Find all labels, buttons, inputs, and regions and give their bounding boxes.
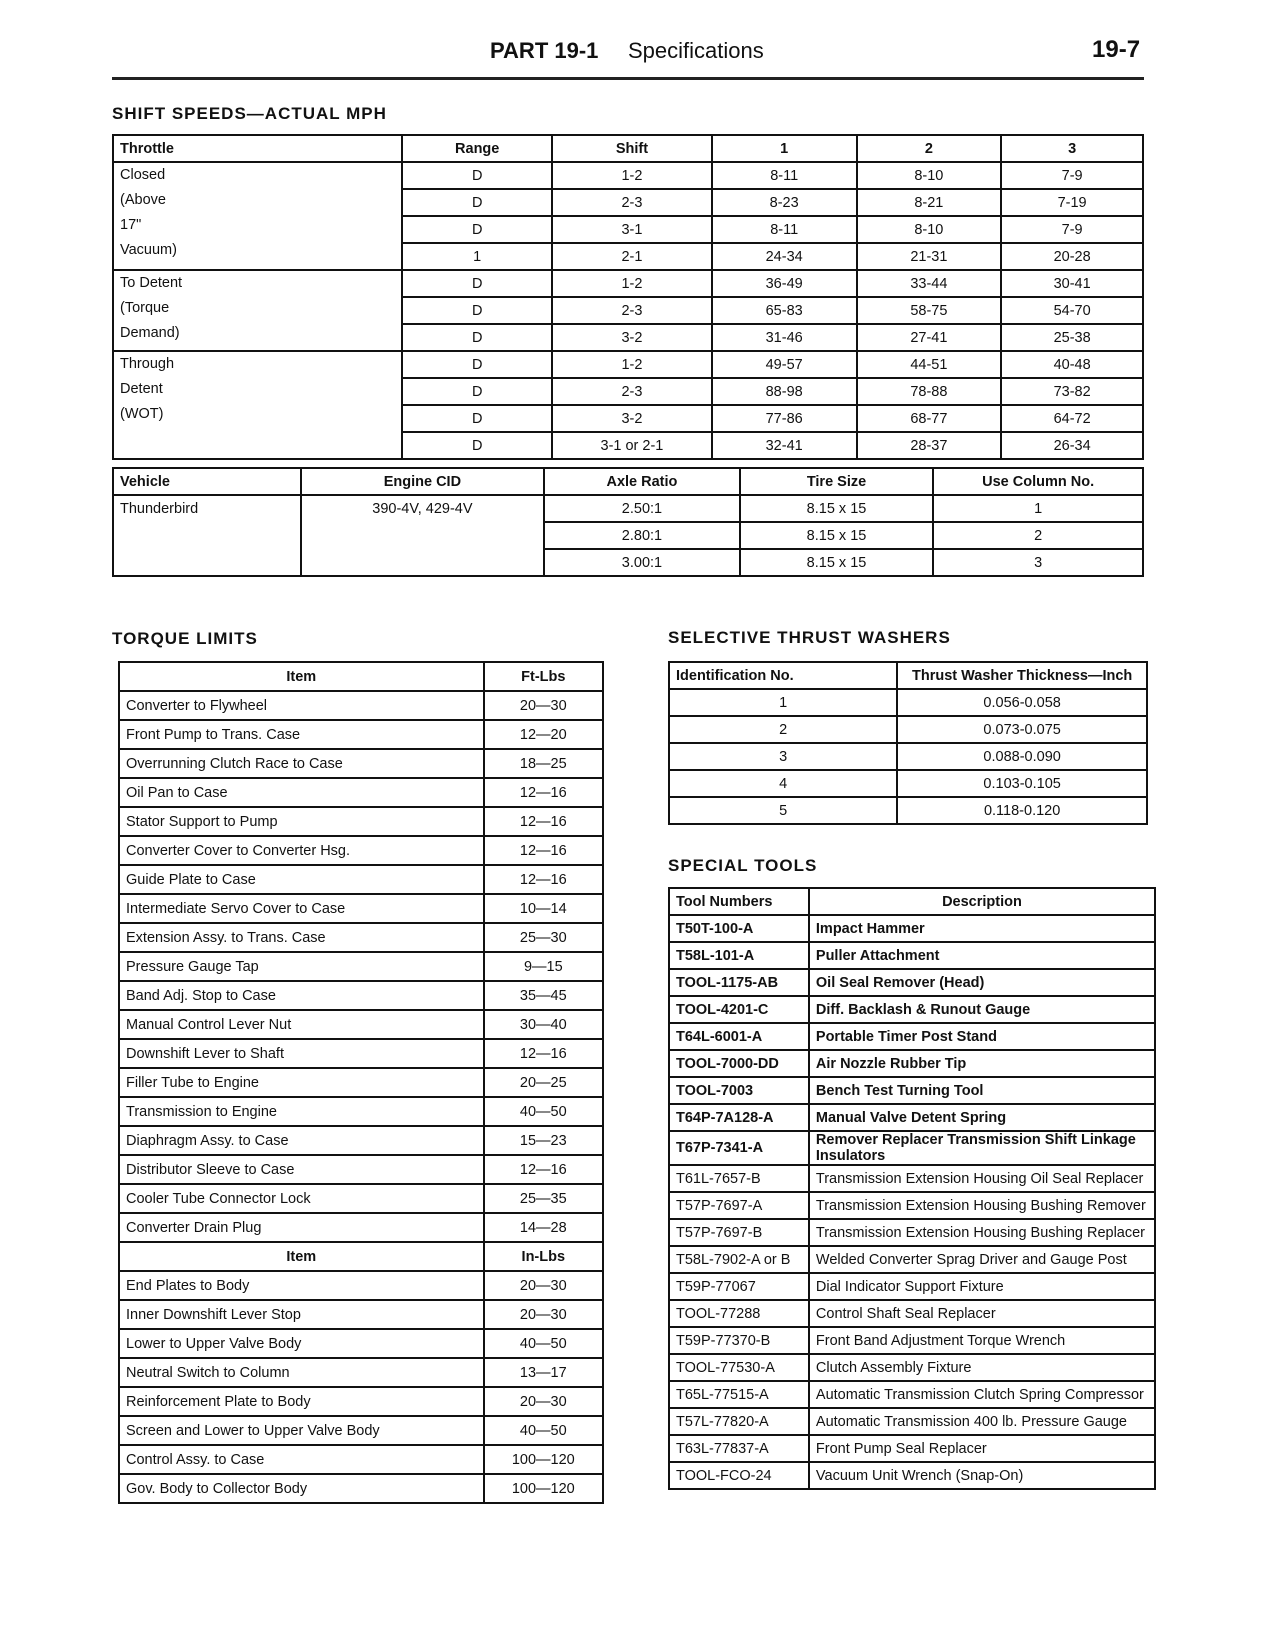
torque-value: 12—16 [484, 1155, 603, 1184]
thrust-thickness: 0.073-0.075 [897, 716, 1147, 743]
thrust-id: 4 [669, 770, 897, 797]
torque-item: Reinforcement Plate to Body [119, 1387, 484, 1416]
shift-cell: 33-44 [857, 270, 1002, 297]
special-tools-table [668, 887, 1156, 1490]
throttle-label-line: To Detent [120, 275, 183, 291]
thrust-row [669, 797, 1147, 824]
thrust-row [669, 743, 1147, 770]
tool-description: Clutch Assembly Fixture [809, 1354, 1155, 1381]
shift-cell: 31-46 [712, 324, 857, 351]
shift-cell: 44-51 [857, 351, 1002, 378]
vehicle-row [113, 495, 1143, 522]
vehicle-cell [301, 549, 545, 576]
torque-value: 13—17 [484, 1358, 603, 1387]
shift-cell: 3-2 [552, 324, 712, 351]
throttle-label-line: (WOT) [120, 406, 164, 422]
shift-cell: 1-2 [552, 270, 712, 297]
torque-item: Converter to Flywheel [119, 691, 484, 720]
vehicle-cell: 1 [933, 495, 1143, 522]
shift-cell: 36-49 [712, 270, 857, 297]
tools-header-row [669, 888, 1155, 915]
vehicle-header-row [113, 468, 1143, 495]
tool-description: Front Pump Seal Replacer [809, 1435, 1155, 1462]
tool-row [669, 1327, 1155, 1354]
tool-row [669, 1131, 1155, 1165]
torque-item: Cooler Tube Connector Lock [119, 1184, 484, 1213]
page-number: 19-7 [1092, 36, 1141, 63]
torque-item: Inner Downshift Lever Stop [119, 1300, 484, 1329]
tool-description: Automatic Transmission 400 lb. Pressure Gauge [809, 1408, 1155, 1435]
tool-number: TOOL-7000-DD [669, 1050, 809, 1077]
torque-value: 18—25 [484, 749, 603, 778]
torque-row [119, 1155, 603, 1184]
torque-item: Lower to Upper Valve Body [119, 1329, 484, 1358]
tool-row [669, 1219, 1155, 1246]
torque-row [119, 1445, 603, 1474]
tool-description: Dial Indicator Support Fixture [809, 1273, 1155, 1300]
tool-description: Portable Timer Post Stand [809, 1023, 1155, 1050]
torque-row [119, 952, 603, 981]
tool-number: TOOL-1175-AB [669, 969, 809, 996]
tool-row [669, 1462, 1155, 1489]
torque-header-cell: Ft-Lbs [484, 662, 603, 691]
shift-cell: 65-83 [712, 297, 857, 324]
vehicle-row [113, 522, 1143, 549]
tool-description: Vacuum Unit Wrench (Snap-On) [809, 1462, 1155, 1489]
torque-item: Converter Drain Plug [119, 1213, 484, 1242]
vehicle-cell: 8.15 x 15 [740, 495, 934, 522]
shift-cell: 1-2 [552, 162, 712, 189]
torque-value: 12—16 [484, 865, 603, 894]
shift-cell: 1-2 [552, 351, 712, 378]
shift-cell: 3-1 or 2-1 [552, 432, 712, 459]
tool-row [669, 996, 1155, 1023]
shift-cell: 88-98 [712, 378, 857, 405]
shift-row [113, 351, 1143, 378]
tool-description: Front Band Adjustment Torque Wrench [809, 1327, 1155, 1354]
vehicle-cell: 3 [933, 549, 1143, 576]
tool-description: Bench Test Turning Tool [809, 1077, 1155, 1104]
torque-value: 12—16 [484, 836, 603, 865]
tool-row [669, 942, 1155, 969]
thrust-id: 3 [669, 743, 897, 770]
torque-value: 10—14 [484, 894, 603, 923]
torque-value: 40—50 [484, 1416, 603, 1445]
torque-row [119, 807, 603, 836]
shift-cell: 8-11 [712, 162, 857, 189]
shift-cell: 28-37 [857, 432, 1002, 459]
shift-speeds-title: SHIFT SPEEDS—ACTUAL MPH [112, 104, 387, 123]
shift-header-cell: 3 [1001, 135, 1143, 162]
tool-row [669, 1050, 1155, 1077]
vehicle-cell: 3.00:1 [544, 549, 740, 576]
shift-header-row [113, 135, 1143, 162]
torque-row [119, 1010, 603, 1039]
tool-number: T59P-77370-B [669, 1327, 809, 1354]
torque-item: Manual Control Lever Nut [119, 1010, 484, 1039]
tool-number: TOOL-7003 [669, 1077, 809, 1104]
shift-cell: 3-1 [552, 216, 712, 243]
torque-value: 20—25 [484, 1068, 603, 1097]
tools-header-cell: Tool Numbers [669, 888, 809, 915]
tool-description: Remover Replacer Transmission Shift Linkage Insulators [809, 1131, 1155, 1165]
vehicle-cell: 2 [933, 522, 1143, 549]
torque-item: Distributor Sleeve to Case [119, 1155, 484, 1184]
tool-description: Transmission Extension Housing Bushing Remover [809, 1192, 1155, 1219]
torque-row [119, 1068, 603, 1097]
torque-row [119, 865, 603, 894]
shift-cell: 7-9 [1001, 216, 1143, 243]
torque-row [119, 749, 603, 778]
thrust-id: 2 [669, 716, 897, 743]
shift-header-cell: Shift [552, 135, 712, 162]
torque-value: 35—45 [484, 981, 603, 1010]
thrust-id: 1 [669, 689, 897, 716]
tool-row [669, 915, 1155, 942]
tool-row [669, 1381, 1155, 1408]
throttle-label-line: Detent [120, 381, 163, 397]
torque-item: Screen and Lower to Upper Valve Body [119, 1416, 484, 1445]
tool-description: Air Nozzle Rubber Tip [809, 1050, 1155, 1077]
tool-row [669, 1023, 1155, 1050]
torque-row [119, 1358, 603, 1387]
tool-number: TOOL-FCO-24 [669, 1462, 809, 1489]
torque-item: Converter Cover to Converter Hsg. [119, 836, 484, 865]
vehicle-row [113, 549, 1143, 576]
shift-cell: 54-70 [1001, 297, 1143, 324]
torque-item: Filler Tube to Engine [119, 1068, 484, 1097]
tool-number: T59P-77067 [669, 1273, 809, 1300]
thrust-thickness: 0.088-0.090 [897, 743, 1147, 770]
shift-cell: 49-57 [712, 351, 857, 378]
header-rule [112, 77, 1144, 80]
torque-row [119, 836, 603, 865]
tool-description: Diff. Backlash & Runout Gauge [809, 996, 1155, 1023]
shift-cell: 8-10 [857, 216, 1002, 243]
throttle-label-line: Vacuum) [120, 242, 177, 258]
tool-description: Transmission Extension Housing Oil Seal Replacer [809, 1165, 1155, 1192]
torque-value: 40—50 [484, 1329, 603, 1358]
shift-row [113, 162, 1143, 189]
torque-item: Overrunning Clutch Race to Case [119, 749, 484, 778]
torque-value: 25—35 [484, 1184, 603, 1213]
shift-cell: D [402, 297, 552, 324]
torque-row [119, 1039, 603, 1068]
vehicle-cell [113, 522, 301, 549]
shift-cell: 68-77 [857, 405, 1002, 432]
torque-value: 12—16 [484, 807, 603, 836]
torque-header-cell: Item [119, 1242, 484, 1271]
tool-row [669, 1104, 1155, 1131]
shift-cell: D [402, 216, 552, 243]
vehicle-cell: Thunderbird [113, 495, 301, 522]
tool-number: T58L-7902-A or B [669, 1246, 809, 1273]
torque-row [119, 923, 603, 952]
torque-row [119, 1474, 603, 1503]
tool-number: T50T-100-A [669, 915, 809, 942]
vehicle-cell: 8.15 x 15 [740, 522, 934, 549]
torque-header-row [119, 662, 603, 691]
shift-cell: 77-86 [712, 405, 857, 432]
shift-header-cell: 1 [712, 135, 857, 162]
tools-header-cell: Description [809, 888, 1155, 915]
throttle-label-line: (Above [120, 192, 166, 208]
torque-row [119, 1387, 603, 1416]
thrust-header-cell: Thrust Washer Thickness—Inch [897, 662, 1147, 689]
throttle-label-line: Through [120, 356, 175, 372]
shift-cell: 24-34 [712, 243, 857, 270]
torque-row [119, 1416, 603, 1445]
shift-cell: 27-41 [857, 324, 1002, 351]
shift-cell: 40-48 [1001, 351, 1143, 378]
tool-number: T58L-101-A [669, 942, 809, 969]
tool-row [669, 1077, 1155, 1104]
vehicle-cell [113, 549, 301, 576]
tool-number: T61L-7657-B [669, 1165, 809, 1192]
tool-number: T64P-7A128-A [669, 1104, 809, 1131]
tool-description: Manual Valve Detent Spring [809, 1104, 1155, 1131]
tool-number: T57P-7697-A [669, 1192, 809, 1219]
tool-description: Automatic Transmission Clutch Spring Compressor [809, 1381, 1155, 1408]
torque-item: Band Adj. Stop to Case [119, 981, 484, 1010]
vehicle-cell: 2.80:1 [544, 522, 740, 549]
thrust-washers-table [668, 661, 1148, 825]
thrust-id: 5 [669, 797, 897, 824]
tool-row [669, 1165, 1155, 1192]
tool-number: T57L-77820-A [669, 1408, 809, 1435]
shift-speeds-table [112, 134, 1144, 460]
torque-value: 20—30 [484, 691, 603, 720]
shift-cell: D [402, 378, 552, 405]
torque-row [119, 1126, 603, 1155]
torque-item: Front Pump to Trans. Case [119, 720, 484, 749]
throttle-label [113, 351, 402, 459]
tool-description: Welded Converter Sprag Driver and Gauge Post [809, 1246, 1155, 1273]
tool-number: TOOL-4201-C [669, 996, 809, 1023]
page-title: Specifications [628, 38, 764, 63]
throttle-label-line: Closed [120, 167, 166, 183]
vehicle-cell: 8.15 x 15 [740, 549, 934, 576]
torque-row [119, 1329, 603, 1358]
part-label: PART 19-1 [490, 38, 599, 63]
tool-row [669, 1300, 1155, 1327]
shift-cell: D [402, 405, 552, 432]
torque-item: Intermediate Servo Cover to Case [119, 894, 484, 923]
torque-value: 100—120 [484, 1445, 603, 1474]
shift-cell: 2-1 [552, 243, 712, 270]
thrust-row [669, 716, 1147, 743]
shift-cell: 78-88 [857, 378, 1002, 405]
tool-row [669, 1408, 1155, 1435]
tool-description: Impact Hammer [809, 915, 1155, 942]
shift-cell: 58-75 [857, 297, 1002, 324]
torque-value: 25—30 [484, 923, 603, 952]
torque-value: 12—16 [484, 778, 603, 807]
shift-cell: D [402, 432, 552, 459]
torque-item: Stator Support to Pump [119, 807, 484, 836]
throttle-label-line: Demand) [120, 325, 180, 341]
shift-cell: 8-10 [857, 162, 1002, 189]
torque-limits-table [118, 661, 604, 1504]
shift-row [113, 270, 1143, 297]
shift-cell: 64-72 [1001, 405, 1143, 432]
torque-row [119, 1184, 603, 1213]
tool-row [669, 1435, 1155, 1462]
torque-row [119, 691, 603, 720]
torque-row [119, 778, 603, 807]
vehicle-table [112, 467, 1144, 577]
torque-item: End Plates to Body [119, 1271, 484, 1300]
torque-header-row [119, 1242, 603, 1271]
torque-row [119, 1097, 603, 1126]
shift-cell: 20-28 [1001, 243, 1143, 270]
torque-item: Control Assy. to Case [119, 1445, 484, 1474]
torque-item: Extension Assy. to Trans. Case [119, 923, 484, 952]
tool-row [669, 969, 1155, 996]
shift-cell: D [402, 189, 552, 216]
torque-limits-title: TORQUE LIMITS [112, 629, 258, 648]
torque-value: 12—20 [484, 720, 603, 749]
shift-header-cell: 2 [857, 135, 1002, 162]
torque-row [119, 1271, 603, 1300]
shift-cell: 2-3 [552, 297, 712, 324]
shift-cell: 7-19 [1001, 189, 1143, 216]
torque-row [119, 981, 603, 1010]
thrust-thickness: 0.056-0.058 [897, 689, 1147, 716]
torque-item: Diaphragm Assy. to Case [119, 1126, 484, 1155]
thrust-header-cell: Identification No. [669, 662, 897, 689]
shift-cell: 73-82 [1001, 378, 1143, 405]
tool-number: T57P-7697-B [669, 1219, 809, 1246]
shift-cell: 26-34 [1001, 432, 1143, 459]
torque-header-cell: In-Lbs [484, 1242, 603, 1271]
torque-header-cell: Item [119, 662, 484, 691]
thrust-washers-title: SELECTIVE THRUST WASHERS [668, 628, 951, 647]
special-tools-title: SPECIAL TOOLS [668, 856, 818, 875]
torque-row [119, 1300, 603, 1329]
shift-cell: 32-41 [712, 432, 857, 459]
torque-item: Pressure Gauge Tap [119, 952, 484, 981]
shift-cell: D [402, 351, 552, 378]
thrust-row [669, 689, 1147, 716]
shift-cell: 8-21 [857, 189, 1002, 216]
thrust-thickness: 0.118-0.120 [897, 797, 1147, 824]
torque-value: 14—28 [484, 1213, 603, 1242]
tool-description: Puller Attachment [809, 942, 1155, 969]
shift-header-cell: Range [402, 135, 552, 162]
shift-cell: 25-38 [1001, 324, 1143, 351]
shift-cell: 8-23 [712, 189, 857, 216]
shift-cell: 2-3 [552, 189, 712, 216]
tool-number: T67P-7341-A [669, 1131, 809, 1165]
tool-description: Control Shaft Seal Replacer [809, 1300, 1155, 1327]
tool-number: TOOL-77288 [669, 1300, 809, 1327]
vehicle-header-cell: Axle Ratio [544, 468, 740, 495]
torque-value: 15—23 [484, 1126, 603, 1155]
tool-row [669, 1192, 1155, 1219]
shift-cell: D [402, 162, 552, 189]
thrust-header-row [669, 662, 1147, 689]
shift-cell: 2-3 [552, 378, 712, 405]
shift-cell: 1 [402, 243, 552, 270]
torque-value: 40—50 [484, 1097, 603, 1126]
torque-row [119, 894, 603, 923]
tool-number: TOOL-77530-A [669, 1354, 809, 1381]
tool-row [669, 1273, 1155, 1300]
vehicle-header-cell: Vehicle [113, 468, 301, 495]
thrust-thickness: 0.103-0.105 [897, 770, 1147, 797]
torque-item: Neutral Switch to Column [119, 1358, 484, 1387]
vehicle-header-cell: Use Column No. [933, 468, 1143, 495]
thrust-row [669, 770, 1147, 797]
torque-row [119, 1213, 603, 1242]
tool-number: T64L-6001-A [669, 1023, 809, 1050]
shift-cell: 8-11 [712, 216, 857, 243]
torque-value: 9—15 [484, 952, 603, 981]
vehicle-cell: 390-4V, 429-4V [301, 495, 545, 522]
shift-cell: 7-9 [1001, 162, 1143, 189]
tool-number: T63L-77837-A [669, 1435, 809, 1462]
throttle-label [113, 270, 402, 351]
torque-value: 20—30 [484, 1387, 603, 1416]
torque-item: Gov. Body to Collector Body [119, 1474, 484, 1503]
torque-value: 12—16 [484, 1039, 603, 1068]
vehicle-header-cell: Engine CID [301, 468, 545, 495]
vehicle-header-cell: Tire Size [740, 468, 934, 495]
torque-item: Guide Plate to Case [119, 865, 484, 894]
throttle-label [113, 162, 402, 270]
shift-cell: 30-41 [1001, 270, 1143, 297]
torque-item: Downshift Lever to Shaft [119, 1039, 484, 1068]
throttle-label-line: 17" [120, 217, 142, 233]
tool-row [669, 1246, 1155, 1273]
torque-item: Oil Pan to Case [119, 778, 484, 807]
tool-row [669, 1354, 1155, 1381]
torque-value: 100—120 [484, 1474, 603, 1503]
torque-value: 20—30 [484, 1271, 603, 1300]
torque-row [119, 720, 603, 749]
tool-description: Transmission Extension Housing Bushing Replacer [809, 1219, 1155, 1246]
throttle-label-line: (Torque [120, 300, 170, 316]
tool-number: T65L-77515-A [669, 1381, 809, 1408]
shift-cell: D [402, 270, 552, 297]
shift-header-cell: Throttle [113, 135, 402, 162]
tool-description: Oil Seal Remover (Head) [809, 969, 1155, 996]
shift-cell: 3-2 [552, 405, 712, 432]
vehicle-cell [301, 522, 545, 549]
shift-cell: 21-31 [857, 243, 1002, 270]
shift-cell: D [402, 324, 552, 351]
torque-item: Transmission to Engine [119, 1097, 484, 1126]
torque-value: 20—30 [484, 1300, 603, 1329]
vehicle-cell: 2.50:1 [544, 495, 740, 522]
torque-value: 30—40 [484, 1010, 603, 1039]
